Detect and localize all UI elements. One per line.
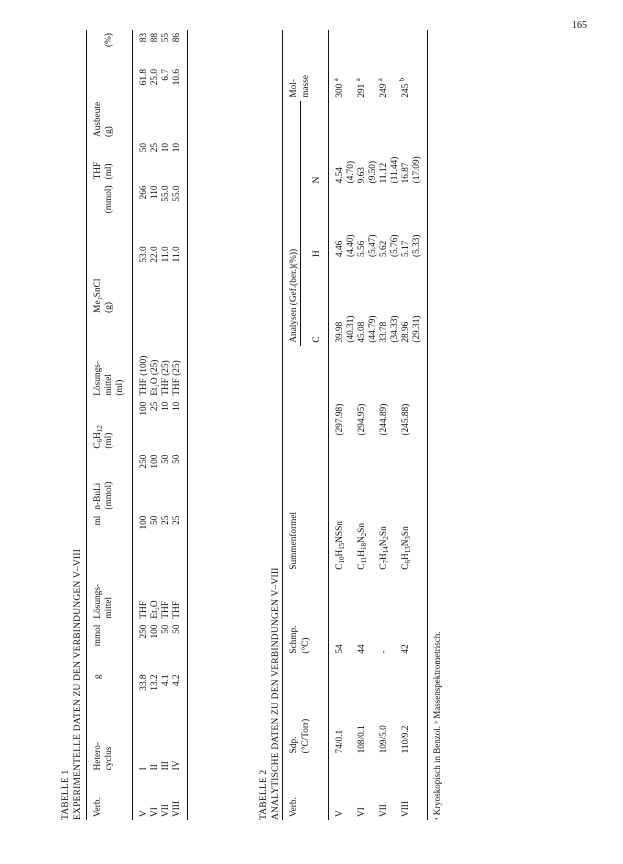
- table2-title: ANALYTISCHE DATEN ZU DEN VERBINDUNGEN V–VIII: [271, 567, 281, 820]
- table1-caption: [60, 30, 84, 820]
- t2-cell-n: 4.54: [334, 167, 345, 184]
- t1-cell-solvent: THF: [161, 601, 171, 619]
- t2-cell-empty: [390, 346, 401, 439]
- t1-cell-verb: VI: [150, 807, 160, 817]
- t1-h-hetero: Hetero- cyclus: [87, 712, 133, 774]
- t1-cell-mmol: 50: [172, 622, 188, 672]
- t1-h-verb: Verb.: [87, 773, 133, 820]
- t2-h-sdp: Sdp.: [283, 657, 301, 757]
- t1-cell-solvent: THF: [172, 549, 188, 622]
- t1-h-buli: n-BuLi (mmol): [87, 452, 133, 513]
- t1-cell-yield_pct: 83: [139, 33, 149, 43]
- t1-cell-het: IV: [172, 712, 188, 774]
- t2-h-n: N: [312, 101, 329, 187]
- t2-cell-c-calc: (29.31): [412, 260, 428, 346]
- t1-h-me3sncl-mmol: (mmol): [87, 182, 133, 243]
- t1-cell-buli: 100: [150, 454, 160, 469]
- t2-cell-verb: VIII: [400, 800, 411, 817]
- t2-cell-schmp: 42: [400, 644, 411, 654]
- table2-caption: [258, 30, 282, 820]
- t2-cell-formula-mw: (244.89): [378, 403, 389, 436]
- t1-cell-mmol: 250: [139, 624, 149, 639]
- t2-cell-empty: [412, 438, 428, 572]
- t2-cell-empty: [390, 573, 401, 657]
- t2-cell-c-calc: (40.31): [345, 315, 356, 343]
- t2-cell-formula-mw: (294.95): [356, 403, 367, 436]
- t2-cell-empty: [412, 346, 428, 439]
- t1-cell-me3sn_g: 22.0: [150, 246, 160, 263]
- t2-cell-empty: [390, 30, 401, 101]
- t1-cell-het: II: [150, 764, 160, 771]
- table-row: [150, 30, 161, 820]
- t2-cell-h: 5.17: [400, 240, 411, 257]
- t1-h-ml: ml: [87, 513, 133, 549]
- t1-cell-solvent2: THF (25): [172, 316, 188, 399]
- t2-cell-mol: 291 $^a$: [353, 78, 367, 98]
- t1-cell-ml: 100: [139, 515, 149, 530]
- table-row-calc: [390, 30, 401, 820]
- t2-cell-empty: [390, 657, 401, 757]
- t2-cell-empty: [412, 756, 428, 820]
- t1-cell-verb: V: [139, 810, 149, 817]
- t2-cell-empty: [390, 438, 401, 572]
- t2-cell-empty: [368, 346, 379, 439]
- t1-cell-thf: 10: [172, 140, 188, 182]
- t2-cell-empty: [368, 573, 379, 657]
- t1-cell-mmol: 100: [150, 624, 160, 639]
- table-row: [328, 30, 346, 820]
- t1-cell-verb: VII: [161, 804, 171, 817]
- table2-body: [328, 30, 427, 820]
- t1-h-c6h12: $C_6H_{12}$ (ml): [87, 399, 133, 452]
- table-row-calc: [412, 30, 428, 820]
- table-row: [401, 30, 412, 820]
- t2-cell-formula: $C_6H_{13}N_3Sn$: [400, 526, 412, 570]
- t2-cell-n: 9.63: [356, 167, 367, 184]
- t2-cell-h-calc: (5.33): [412, 186, 428, 260]
- t2-cell-empty: [368, 438, 379, 572]
- table1-body: [133, 30, 188, 820]
- table-row: [161, 30, 172, 820]
- table-row: [357, 30, 368, 820]
- t2-cell-schmp: 54: [334, 644, 345, 654]
- t2-cell-empty: [346, 657, 357, 757]
- t2-cell-empty: [346, 756, 357, 820]
- t1-cell-thf: 25: [150, 142, 160, 153]
- t2-cell-formula: $C_7H_{14}N_2Sn$: [378, 526, 390, 570]
- t2-cell-n-calc: (17.09): [412, 101, 428, 187]
- t1-h-thf: THF (ml): [87, 140, 133, 182]
- t2-cell-empty: [412, 657, 428, 757]
- table1-title: EXPERIMENTELLE DATEN ZU DEN VERBINDUNGEN V–VIII: [73, 548, 83, 820]
- t1-h-g: g: [87, 671, 133, 711]
- t1-cell-solvent2: THF (100): [139, 355, 149, 396]
- t1-cell-ml: 25: [161, 515, 171, 525]
- t2-h-analysen: Analysen (Gef.(ber.)(%)): [283, 101, 301, 346]
- t2-h-verb: Verb.: [283, 756, 301, 820]
- t2-cell-formula-mw: (297.98): [334, 403, 345, 436]
- t2-cell-empty: [346, 438, 357, 572]
- t2-h-mol: Mol-: [283, 30, 301, 101]
- t2-cell-sdp: 74/0.1: [334, 729, 345, 754]
- t2-cell-formula: $C_{10}H_{15}NSSn$: [334, 521, 346, 570]
- t1-cell-yield_g: 6.7: [161, 68, 171, 81]
- t2-h-mol-2: masse: [300, 74, 311, 98]
- t2-cell-verb: VI: [356, 807, 367, 817]
- t2-h-sdp-unit: (°C/Torr): [300, 718, 311, 754]
- t2-cell-empty: [346, 30, 357, 101]
- t1-cell-ml: 50: [150, 515, 160, 525]
- t1-cell-het: I: [139, 767, 149, 771]
- t1-cell-yield_pct: 86: [172, 30, 188, 66]
- t1-h-percent: (%): [87, 30, 133, 66]
- t1-cell-thf: 50: [139, 142, 149, 153]
- t2-cell-h-calc: (4.40): [345, 234, 356, 257]
- t1-cell-solvent2: Et₂O (25): [150, 359, 160, 396]
- t1-cell-buli: 50: [172, 452, 188, 513]
- t2-cell-c-calc: (34.33): [389, 315, 400, 343]
- table2: [282, 30, 428, 820]
- t2-cell-mol: 300 $^a$: [331, 78, 345, 98]
- t1-cell-buli: 50: [161, 454, 171, 464]
- t2-cell-empty: [368, 30, 379, 101]
- t2-cell-c: 28.96: [400, 321, 411, 343]
- t1-cell-me3sn_g: 53.0: [139, 246, 149, 263]
- page-number: 165: [572, 20, 587, 31]
- t1-cell-me3sn_g: 11.0: [172, 243, 188, 315]
- t2-h-formel: Summenformel: [283, 346, 301, 573]
- t1-cell-me3sn_mmol: 266: [139, 185, 149, 200]
- t2-cell-n: 16.87: [400, 162, 411, 184]
- t1-h-mmol: mmol: [87, 622, 133, 672]
- t2-cell-c-calc: (44.79): [367, 315, 378, 343]
- t1-cell-c6h12: 25: [150, 401, 160, 411]
- t2-cell-sdp: 109/5.0: [378, 725, 389, 754]
- t2-cell-c: 39.98: [334, 321, 345, 343]
- t2-cell-n-calc: (11.44): [389, 156, 400, 184]
- t1-cell-yield_g: 25.0: [150, 68, 160, 86]
- t2-h-c: C: [312, 260, 329, 346]
- t1-cell-c6h12: 10: [161, 401, 171, 411]
- table-row: [133, 30, 151, 820]
- t1-cell-me3sn_mmol: 55.0: [172, 182, 188, 243]
- t1-cell-thf: 10: [161, 142, 171, 153]
- table1-label: TABELLE 1: [61, 769, 71, 820]
- t2-cell-verb: VII: [378, 804, 389, 817]
- t2-cell-formula: $C_{11}H_{18}N_2Sn$: [356, 523, 368, 570]
- t1-cell-yield_pct: 55: [161, 33, 171, 43]
- t2-cell-schmp: 44: [356, 644, 367, 654]
- t1-cell-g: 4.2: [172, 671, 188, 711]
- t1-cell-c6h12: 100: [139, 401, 149, 416]
- t1-cell-solvent2: THF (25): [161, 360, 171, 396]
- t1-cell-solvent: Et₂O: [150, 600, 160, 619]
- t2-cell-empty: [412, 30, 428, 101]
- t2-h-schmp: Schmp.: [283, 573, 301, 657]
- t2-cell-verb: V: [334, 810, 345, 817]
- t2-cell-empty: [346, 573, 357, 657]
- t2-cell-h: 5.56: [356, 240, 367, 257]
- t1-cell-yield_pct: 88: [150, 33, 160, 43]
- rotated-page-content: [60, 30, 530, 820]
- t2-cell-c: 33.78: [378, 321, 389, 343]
- t1-cell-ml: 25: [172, 513, 188, 549]
- table2-label: TABELLE 2: [259, 769, 269, 820]
- t2-h-h: H: [312, 186, 329, 260]
- t1-cell-me3sn_mmol: 110: [150, 185, 160, 200]
- t2-cell-n: 11.12: [378, 162, 389, 184]
- t1-h-loesungs: Lösungs- mittel: [87, 549, 133, 622]
- t1-h-ausbeute: Ausbeute (g): [87, 66, 133, 140]
- t1-cell-yield_g: 61.8: [139, 68, 149, 86]
- t1-cell-c6h12: 10: [172, 399, 188, 452]
- t1-h-loesungs2: Lösungs- mittel (ml): [87, 316, 133, 399]
- t2-cell-n-calc: (9.50): [367, 160, 378, 184]
- t1-cell-het: III: [161, 761, 171, 771]
- t2-cell-empty: [390, 756, 401, 820]
- t1-cell-buli: 250: [139, 454, 149, 469]
- t2-cell-h-calc: (5.76): [389, 234, 400, 257]
- t2-cell-empty: [412, 573, 428, 657]
- table1: [86, 30, 188, 820]
- table-row: [379, 30, 390, 820]
- t2-cell-sdp: 110/9.2: [400, 725, 411, 754]
- t2-cell-empty: [368, 657, 379, 757]
- t2-cell-empty: [368, 756, 379, 820]
- t1-cell-solvent: THF: [139, 601, 149, 619]
- t1-cell-yield_g: 10.6: [172, 66, 188, 140]
- t2-cell-h: 4.46: [334, 240, 345, 257]
- table-row-calc: [368, 30, 379, 820]
- t1-cell-me3sn_mmol: 55.0: [161, 185, 171, 202]
- t2-cell-empty: [346, 346, 357, 439]
- t2-cell-schmp: -: [378, 650, 389, 654]
- t1-cell-g: 4.1: [161, 674, 171, 687]
- t2-cell-mol: 245 $^b$: [397, 77, 411, 98]
- footnote: ᵃ Kryoskopisch in Benzol. ᵇ Massenspektrometrisch.: [431, 631, 442, 820]
- table-row-calc: [346, 30, 357, 820]
- t1-h-me3sncl-g: Me₃SnCl (g): [87, 243, 133, 315]
- t2-cell-mol: 249 $^a$: [375, 78, 389, 98]
- table-row: [172, 30, 188, 820]
- t2-cell-n-calc: (4.70): [345, 160, 356, 184]
- t2-cell-sdp: 108/0.1: [356, 725, 367, 754]
- t1-cell-mmol: 50: [161, 624, 171, 634]
- t2-cell-h: 5.62: [378, 240, 389, 257]
- t1-cell-me3sn_g: 11.0: [161, 246, 171, 263]
- t2-h-schmp-unit: (°C): [300, 637, 311, 654]
- t2-cell-h-calc: (5.47): [367, 234, 378, 257]
- t1-cell-g: 13.2: [150, 674, 160, 691]
- t2-cell-formula-mw: (245.88): [400, 403, 411, 436]
- t2-cell-c: 45.08: [356, 321, 367, 343]
- t1-cell-verb: VIII: [172, 773, 188, 820]
- t1-cell-g: 33.8: [139, 674, 149, 691]
